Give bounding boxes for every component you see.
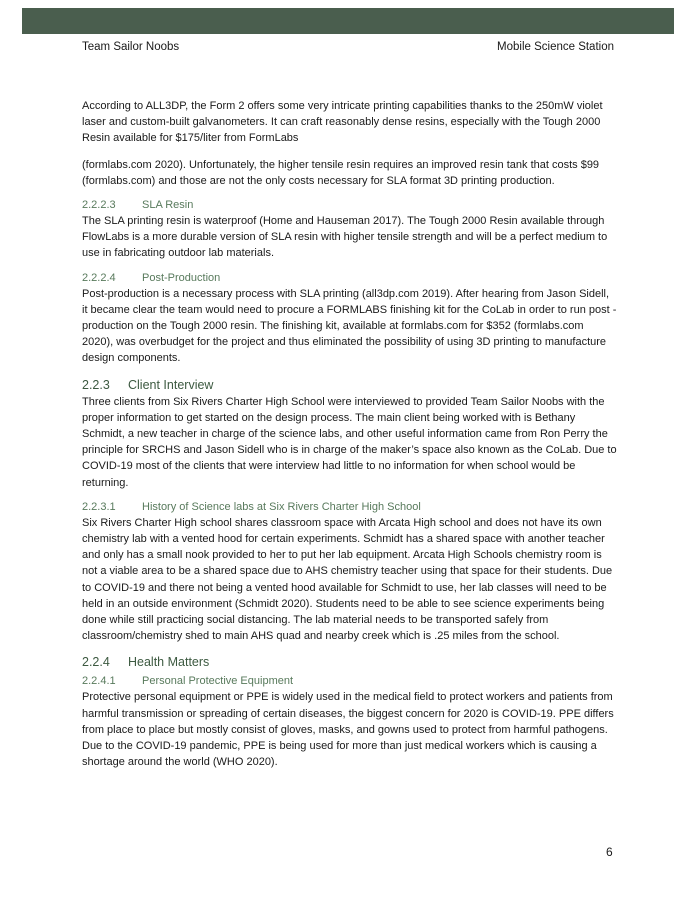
- document-body: [82, 98, 617, 771]
- paragraph-resin-tank: (formlabs.com 2020). Unfortunately, the higher tensile resin requires an improved resin tank that costs $99 (formlabs.com) and those are not the only costs necessary for SLA format 3D printing production.: [82, 158, 600, 187]
- heading-post-production: [82, 270, 617, 286]
- heading-number: 2.2.3.1: [82, 500, 116, 513]
- heading-title: History of Science labs at Six Rivers Charter High School: [142, 500, 421, 513]
- heading-number: 2.2.3: [82, 377, 110, 392]
- header-project-title: Mobile Science Station: [497, 41, 614, 53]
- heading-health-matters: [82, 653, 617, 671]
- heading-number: 2.2.2.4: [82, 271, 116, 284]
- heading-title: SLA Resin: [142, 199, 194, 212]
- heading-title: Personal Protective Equipment: [142, 675, 294, 688]
- heading-number: 2.2.4: [82, 655, 110, 670]
- heading-title: Client Interview: [128, 377, 214, 392]
- paragraph-form2: According to ALL3DP, the Form 2 offers some very intricate printing capabilities thanks to the 250mW violet laser and custom-built galvanometers. It can craft reasonably dense resins, especially with the Tough 2000 Resin available for $175/liter from FormLabs: [82, 100, 603, 145]
- heading-number: 2.2.4.1: [82, 675, 116, 688]
- paragraph-ppe: Protective personal equipment or PPE is widely used in the medical field to protect workers and patients from harmful transmission or spreading of certain diseases, the biggest concern for 2020 is COVID-19. PPE differs from place to place but mostly consist of gloves, masks, and gowns used to protect from harmful pathogens. Due to the COVID-19 pandemic, PPE is being used for more than just medical workers which is causing a shortage around the world (WHO 2020).: [82, 691, 614, 769]
- paragraph-client-interview: Three clients from Six Rivers Charter High School were interviewed to provided Team Sailor Noobs with the proper information to get started on the design process. The main client being worked with is Bethany Schmidt, a new teacher in charge of the science labs, and other useful information came from Ron Perry the principle for SRCHS and Jason Sidell who is in charge of the maker’s space also known as the CoLab. Due to COVID-19 most of the clients that were interview had little to no information for when school would be returning.: [82, 395, 617, 489]
- heading-sla-resin: [82, 197, 617, 213]
- page-header: [82, 41, 614, 59]
- header-team-name: Team Sailor Noobs: [82, 41, 180, 53]
- heading-number: 2.2.2.3: [82, 199, 116, 212]
- heading-client-interview: [82, 376, 617, 394]
- heading-title: Post-Production: [142, 271, 221, 284]
- paragraph-history: Six Rivers Charter High school shares classroom space with Arcata High school and does not have its own chemistry lab with a vented hood for certain experiments. Schmidt has a shared space with another teacher and only has a small nook provided to her to put her lab equipment. Arcata High Schools chemistry room is not a viable area to be a shared space due to AHS chemistry teacher using that space for their students. Due to COVID-19 and there not being a vented hood available for Schmidt to use, her lab classes will need to be held in an outside environment (Schmidt 2020). Students need to be able to see science experiments being done while still practicing social distancing. The lab material needs to be transported safely from classroom/chemistry shed to main AHS quad and nearby creek which is .25 miles from the school.: [82, 516, 613, 643]
- heading-title: Health Matters: [128, 655, 210, 670]
- page-number: 6: [606, 845, 613, 859]
- paragraph-sla-resin: The SLA printing resin is waterproof (Home and Hauseman 2017). The Tough 2000 Resin available through FlowLabs is a more durable version of SLA resin with higher tensile strength and will be a perfect medium to use in fabricating outdoor lab materials.: [82, 215, 608, 260]
- heading-history-science-labs: [82, 499, 617, 515]
- paragraph-post-production: Post-production is a necessary process with SLA printing (all3dp.com 2019). After hearing from Jason Sidell, it became clear the team would need to procure a FORMLABS finishing kit for the CoLab in order to run post -production on the Tough 2000 resin. The finishing kit, available at formlabs.com for $352 (formlabs.com 2020), was overbudget for the project and thus eliminated the possibility of using 3D printing to manufacture design components.: [82, 287, 617, 365]
- heading-ppe: [82, 673, 617, 689]
- top-banner: [22, 8, 674, 34]
